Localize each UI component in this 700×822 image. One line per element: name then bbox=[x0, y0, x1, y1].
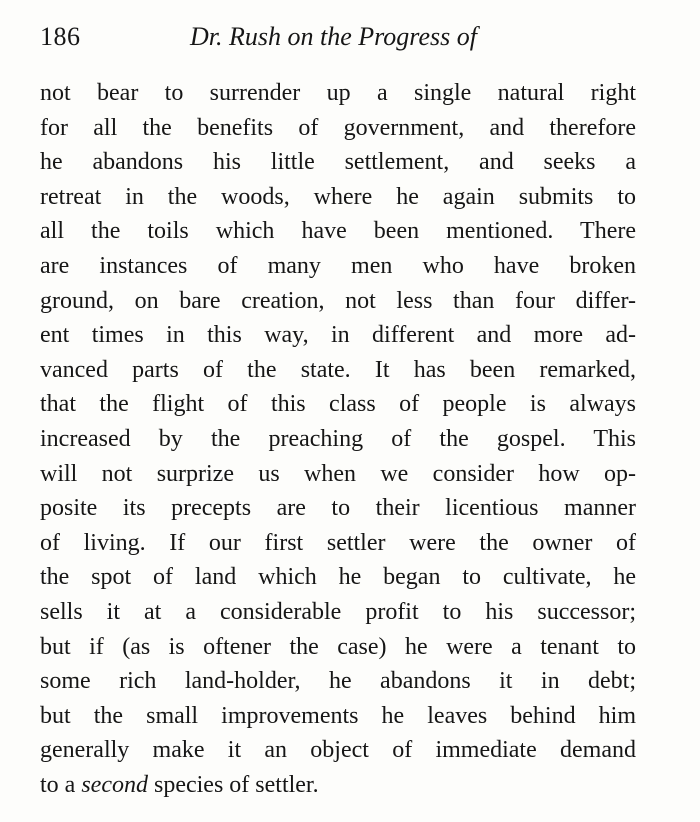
page-number: 186 bbox=[40, 22, 81, 51]
text-line: but if (as is oftener the case) he were a tenant to bbox=[40, 633, 636, 660]
text-line: some rich land-holder, he abandons it in debt; bbox=[40, 668, 636, 695]
text-line: posite its precepts are to their licentious manner bbox=[40, 495, 636, 522]
final-line-end: species of settler. bbox=[147, 771, 319, 798]
text-line: all the toils which have been mentioned. There bbox=[40, 218, 636, 245]
text-line: vanced parts of the state. It has been remarked, bbox=[40, 356, 636, 383]
final-text-line bbox=[40, 768, 636, 803]
text-line: retreat in the woods, where he again submits to bbox=[40, 183, 636, 210]
text-line: are instances of many men who have broken bbox=[40, 252, 636, 279]
running-head: Dr. Rush on the Progress of bbox=[190, 22, 477, 51]
text-line: increased by the preaching of the gospel. This bbox=[40, 425, 636, 452]
text-line: will not surprize us when we consider how op- bbox=[40, 460, 636, 487]
text-line: generally make it an object of immediate demand bbox=[40, 737, 636, 764]
text-line: of living. If our first settler were the owner of bbox=[40, 529, 636, 556]
text-line: ent times in this way, in different and more ad- bbox=[40, 322, 636, 349]
text-line: sells it at a considerable profit to his successor; bbox=[40, 598, 636, 625]
italic-word: second bbox=[81, 771, 148, 798]
body-text bbox=[40, 76, 636, 802]
final-line-start: to a bbox=[40, 771, 82, 798]
text-line: ground, on bare creation, not less than four differ- bbox=[40, 287, 636, 314]
page-header bbox=[40, 18, 640, 58]
text-line: that the flight of this class of people is always bbox=[40, 391, 636, 418]
text-line: he abandons his little settlement, and seeks a bbox=[40, 149, 636, 176]
text-line: for all the benefits of government, and therefore bbox=[40, 114, 636, 141]
text-line: but the small improvements he leaves behind him bbox=[40, 702, 636, 729]
text-line: the spot of land which he began to cultivate, he bbox=[40, 564, 636, 591]
text-line: not bear to surrender up a single natural right bbox=[40, 80, 636, 106]
